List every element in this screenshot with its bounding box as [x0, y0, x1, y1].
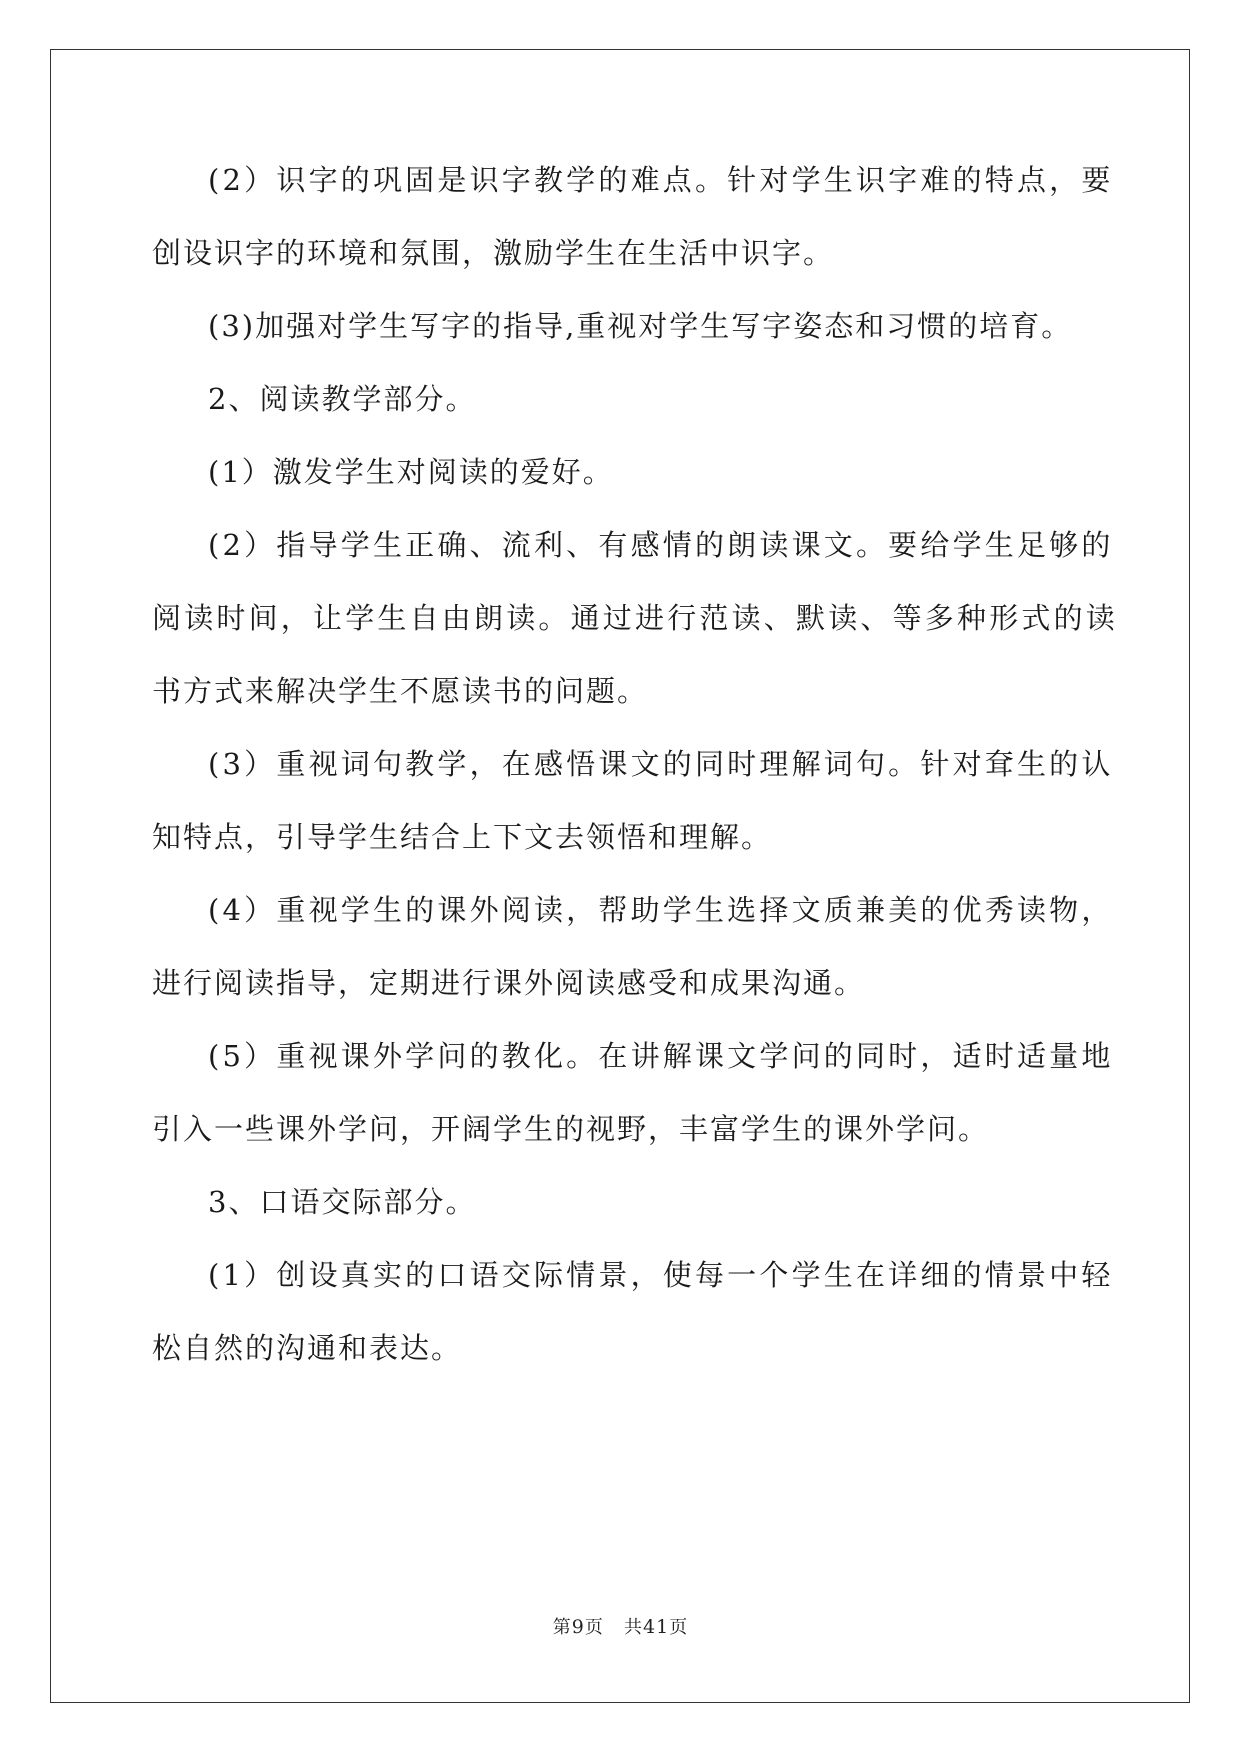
paragraph-line: (4）重视学生的课外阅读，帮助学生选择文质兼美的优秀读物， [208, 893, 1114, 927]
paragraph-line: 进行阅读指导，定期进行课外阅读感受和成果沟通。 [152, 966, 866, 1000]
total-suffix: 页 [669, 1617, 689, 1638]
total-pages: 41 [643, 1616, 670, 1638]
paragraph-line: (2）指导学生正确、流利、有感情的朗读课文。要给学生足够的 [208, 528, 1114, 562]
page-prefix: 第 [552, 1617, 572, 1638]
page-footer [0, 1615, 1241, 1640]
paragraph-line: 引入一些课外学问，开阔学生的视野，丰富学生的课外学问。 [152, 1112, 990, 1146]
paragraph-line: 创设识字的环境和氛围，激励学生在生活中识字。 [152, 236, 835, 270]
paragraph-line: 知特点，引导学生结合上下文去领悟和理解。 [152, 820, 773, 854]
page-border [50, 49, 1190, 1703]
page-suffix: 页 [584, 1617, 604, 1638]
paragraph-line: (5）重视课外学问的教化。在讲解课文学问的同时，适时适量地 [208, 1039, 1114, 1073]
paragraph-line: 阅读时间，让学生自由朗读。通过进行范读、默读、等多种形式的读 [152, 601, 1119, 635]
section-heading: 2、阅读教学部分。 [208, 382, 477, 416]
paragraph-line: (1）创设真实的口语交际情景，使每一个学生在详细的情景中轻 [208, 1258, 1114, 1292]
section-heading: 3、口语交际部分。 [208, 1185, 477, 1219]
paragraph-line: 书方式来解决学生不愿读书的问题。 [152, 674, 649, 708]
paragraph-line: (3）重视词句教学，在感悟课文的同时理解词句。针对耷生的认 [208, 747, 1114, 781]
paragraph-line: 松自然的沟通和表达。 [152, 1331, 463, 1365]
page-number: 9 [571, 1616, 585, 1638]
paragraph-line: (3)加强对学生写字的指导,重视对学生写字姿态和习惯的培育。 [208, 309, 1073, 343]
paragraph-line: (1）激发学生对阅读的爱好。 [208, 455, 614, 489]
paragraph-line: (2）识字的巩固是识字教学的难点。针对学生识字难的特点，要 [208, 163, 1114, 197]
total-prefix: 共 [624, 1617, 644, 1638]
